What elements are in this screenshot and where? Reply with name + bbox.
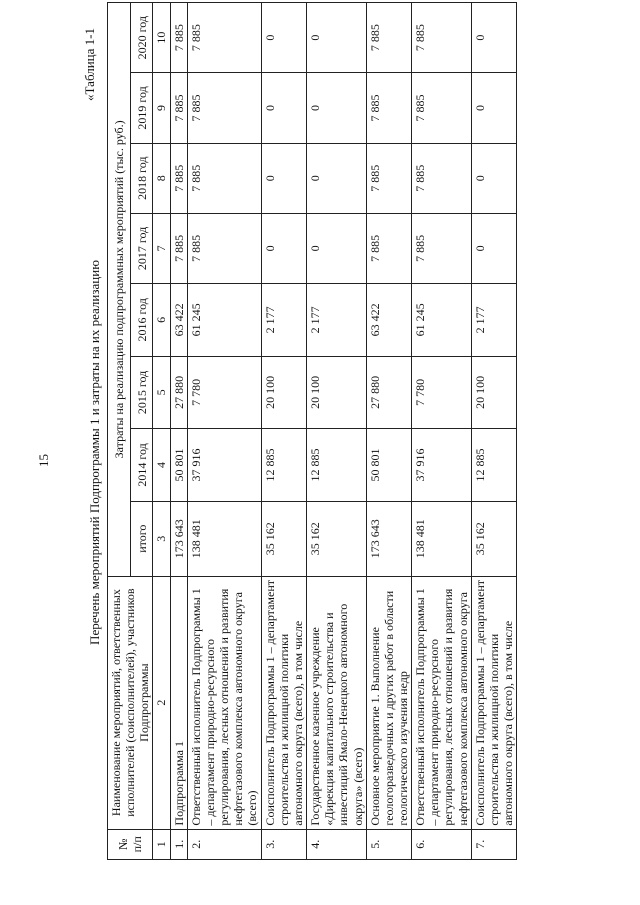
row-year-value: 12 885 [261,429,306,502]
row-year-value: 7 885 [412,3,472,73]
row-number: 3. [261,829,306,859]
table-label: «Таблица 1-1 [82,28,97,101]
header-year: 2015 год [130,356,153,429]
row-year-value: 7 780 [412,356,472,429]
row-name: Ответственный исполнитель Подпрограммы 1 – департамент природно-ресурсного регулирования, лесных отношений и развития нефтегазового комплекса автономного округа (всего) [187,576,261,829]
row-year-value: 50 801 [170,429,187,502]
row-total: 138 481 [187,501,261,576]
column-number: 6 [153,284,170,357]
row-year-value: 12 885 [471,429,516,502]
column-number-row [153,3,170,860]
row-year-value: 7 885 [366,73,411,143]
row-year-value: 20 100 [307,356,367,429]
row-year-value: 0 [261,143,306,213]
row-year-value: 2 177 [261,284,306,357]
row-number: 7. [471,829,516,859]
row-year-value: 7 885 [366,3,411,73]
row-name: Основное мероприятие 1. Выполнение геологоразведочных и других работ в области геологического изучения недр [366,576,411,829]
row-year-value: 7 885 [187,143,261,213]
row-total: 138 481 [412,501,472,576]
column-number: 5 [153,356,170,429]
header-year: 2020 год [130,3,153,73]
row-year-value: 0 [307,213,367,283]
table-row [471,3,516,860]
row-year-value: 20 100 [471,356,516,429]
row-year-value: 0 [261,213,306,283]
header-costs: Затраты на реализацию подпрограммных мероприятий (тыс. руб.) [108,3,131,577]
column-number: 8 [153,143,170,213]
row-year-value: 7 885 [412,73,472,143]
column-number: 1 [153,829,170,859]
row-name: Подпрограмма 1 [170,576,187,829]
table-row [187,3,261,860]
header-name: Наименование мероприятий, ответственных исполнителей (соисполнителей), участников Подпрограммы [108,576,153,829]
row-name: Соисполнитель Подпрограммы 1 – департамент строительства и жилищной политики автономного округа (всего), в том числе [261,576,306,829]
row-year-value: 7 885 [412,213,472,283]
header-year: 2017 год [130,213,153,283]
column-number: 7 [153,213,170,283]
table-row [412,3,472,860]
header-no: № п/п [108,829,153,859]
row-year-value: 50 801 [366,429,411,502]
row-total: 173 643 [170,501,187,576]
header-year: 2018 год [130,143,153,213]
table-row [261,3,306,860]
row-name: Ответственный исполнитель Подпрограммы 1 – департамент природно-ресурсного регулирования, лесных отношений и развития нефтегазового комплекса автономного округа [412,576,472,829]
row-year-value: 0 [307,3,367,73]
row-number: 5. [366,829,411,859]
row-year-value: 7 885 [170,73,187,143]
row-year-value: 7 885 [187,73,261,143]
row-year-value: 37 916 [412,429,472,502]
row-year-value: 27 880 [366,356,411,429]
table-row [170,3,187,860]
page-number: 15 [36,454,51,467]
row-number: 6. [412,829,472,859]
row-total: 173 643 [366,501,411,576]
header-row-1 [108,3,131,860]
row-number: 2. [187,829,261,859]
row-year-value: 61 245 [187,284,261,357]
row-year-value: 7 885 [170,213,187,283]
table-row [366,3,411,860]
row-year-value: 7 885 [412,143,472,213]
row-total: 35 162 [471,501,516,576]
row-total: 35 162 [261,501,306,576]
row-year-value: 7 780 [187,356,261,429]
row-year-value: 0 [471,143,516,213]
row-year-value: 0 [307,73,367,143]
row-year-value: 2 177 [307,284,367,357]
column-number: 2 [153,576,170,829]
column-number: 4 [153,429,170,502]
row-year-value: 37 916 [187,429,261,502]
row-year-value: 7 885 [187,213,261,283]
page-title: Перечень мероприятий Подпрограммы 1 и затраты на их реализацию [87,260,102,645]
column-number: 10 [153,3,170,73]
column-number: 9 [153,73,170,143]
row-year-value: 2 177 [471,284,516,357]
row-year-value: 0 [307,143,367,213]
row-year-value: 0 [471,3,516,73]
row-year-value: 12 885 [307,429,367,502]
header-year: 2014 год [130,429,153,502]
row-year-value: 0 [261,73,306,143]
row-year-value: 0 [471,213,516,283]
row-year-value: 27 880 [170,356,187,429]
row-number: 4. [307,829,367,859]
row-number: 1. [170,829,187,859]
header-total: итого [130,501,153,576]
row-name: Государственное казенное учреждение «Дирекция капитального строительства и инвестиций Ямало-Ненецкого автономного округа» (всего) [307,576,367,829]
costs-table [107,2,517,860]
row-year-value: 0 [471,73,516,143]
row-year-value: 7 885 [187,3,261,73]
row-name: Соисполнитель Подпрограммы 1 – департамент строительства и жилищной политики автономного округа (всего), в том числе [471,576,516,829]
header-year: 2016 год [130,284,153,357]
row-year-value: 7 885 [366,143,411,213]
row-year-value: 0 [261,3,306,73]
row-year-value: 7 885 [170,3,187,73]
column-number: 3 [153,501,170,576]
row-total: 35 162 [307,501,367,576]
row-year-value: 63 422 [170,284,187,357]
header-year: 2019 год [130,73,153,143]
row-year-value: 7 885 [170,143,187,213]
row-year-value: 7 885 [366,213,411,283]
row-year-value: 61 245 [412,284,472,357]
table-row [307,3,367,860]
row-year-value: 20 100 [261,356,306,429]
row-year-value: 63 422 [366,284,411,357]
